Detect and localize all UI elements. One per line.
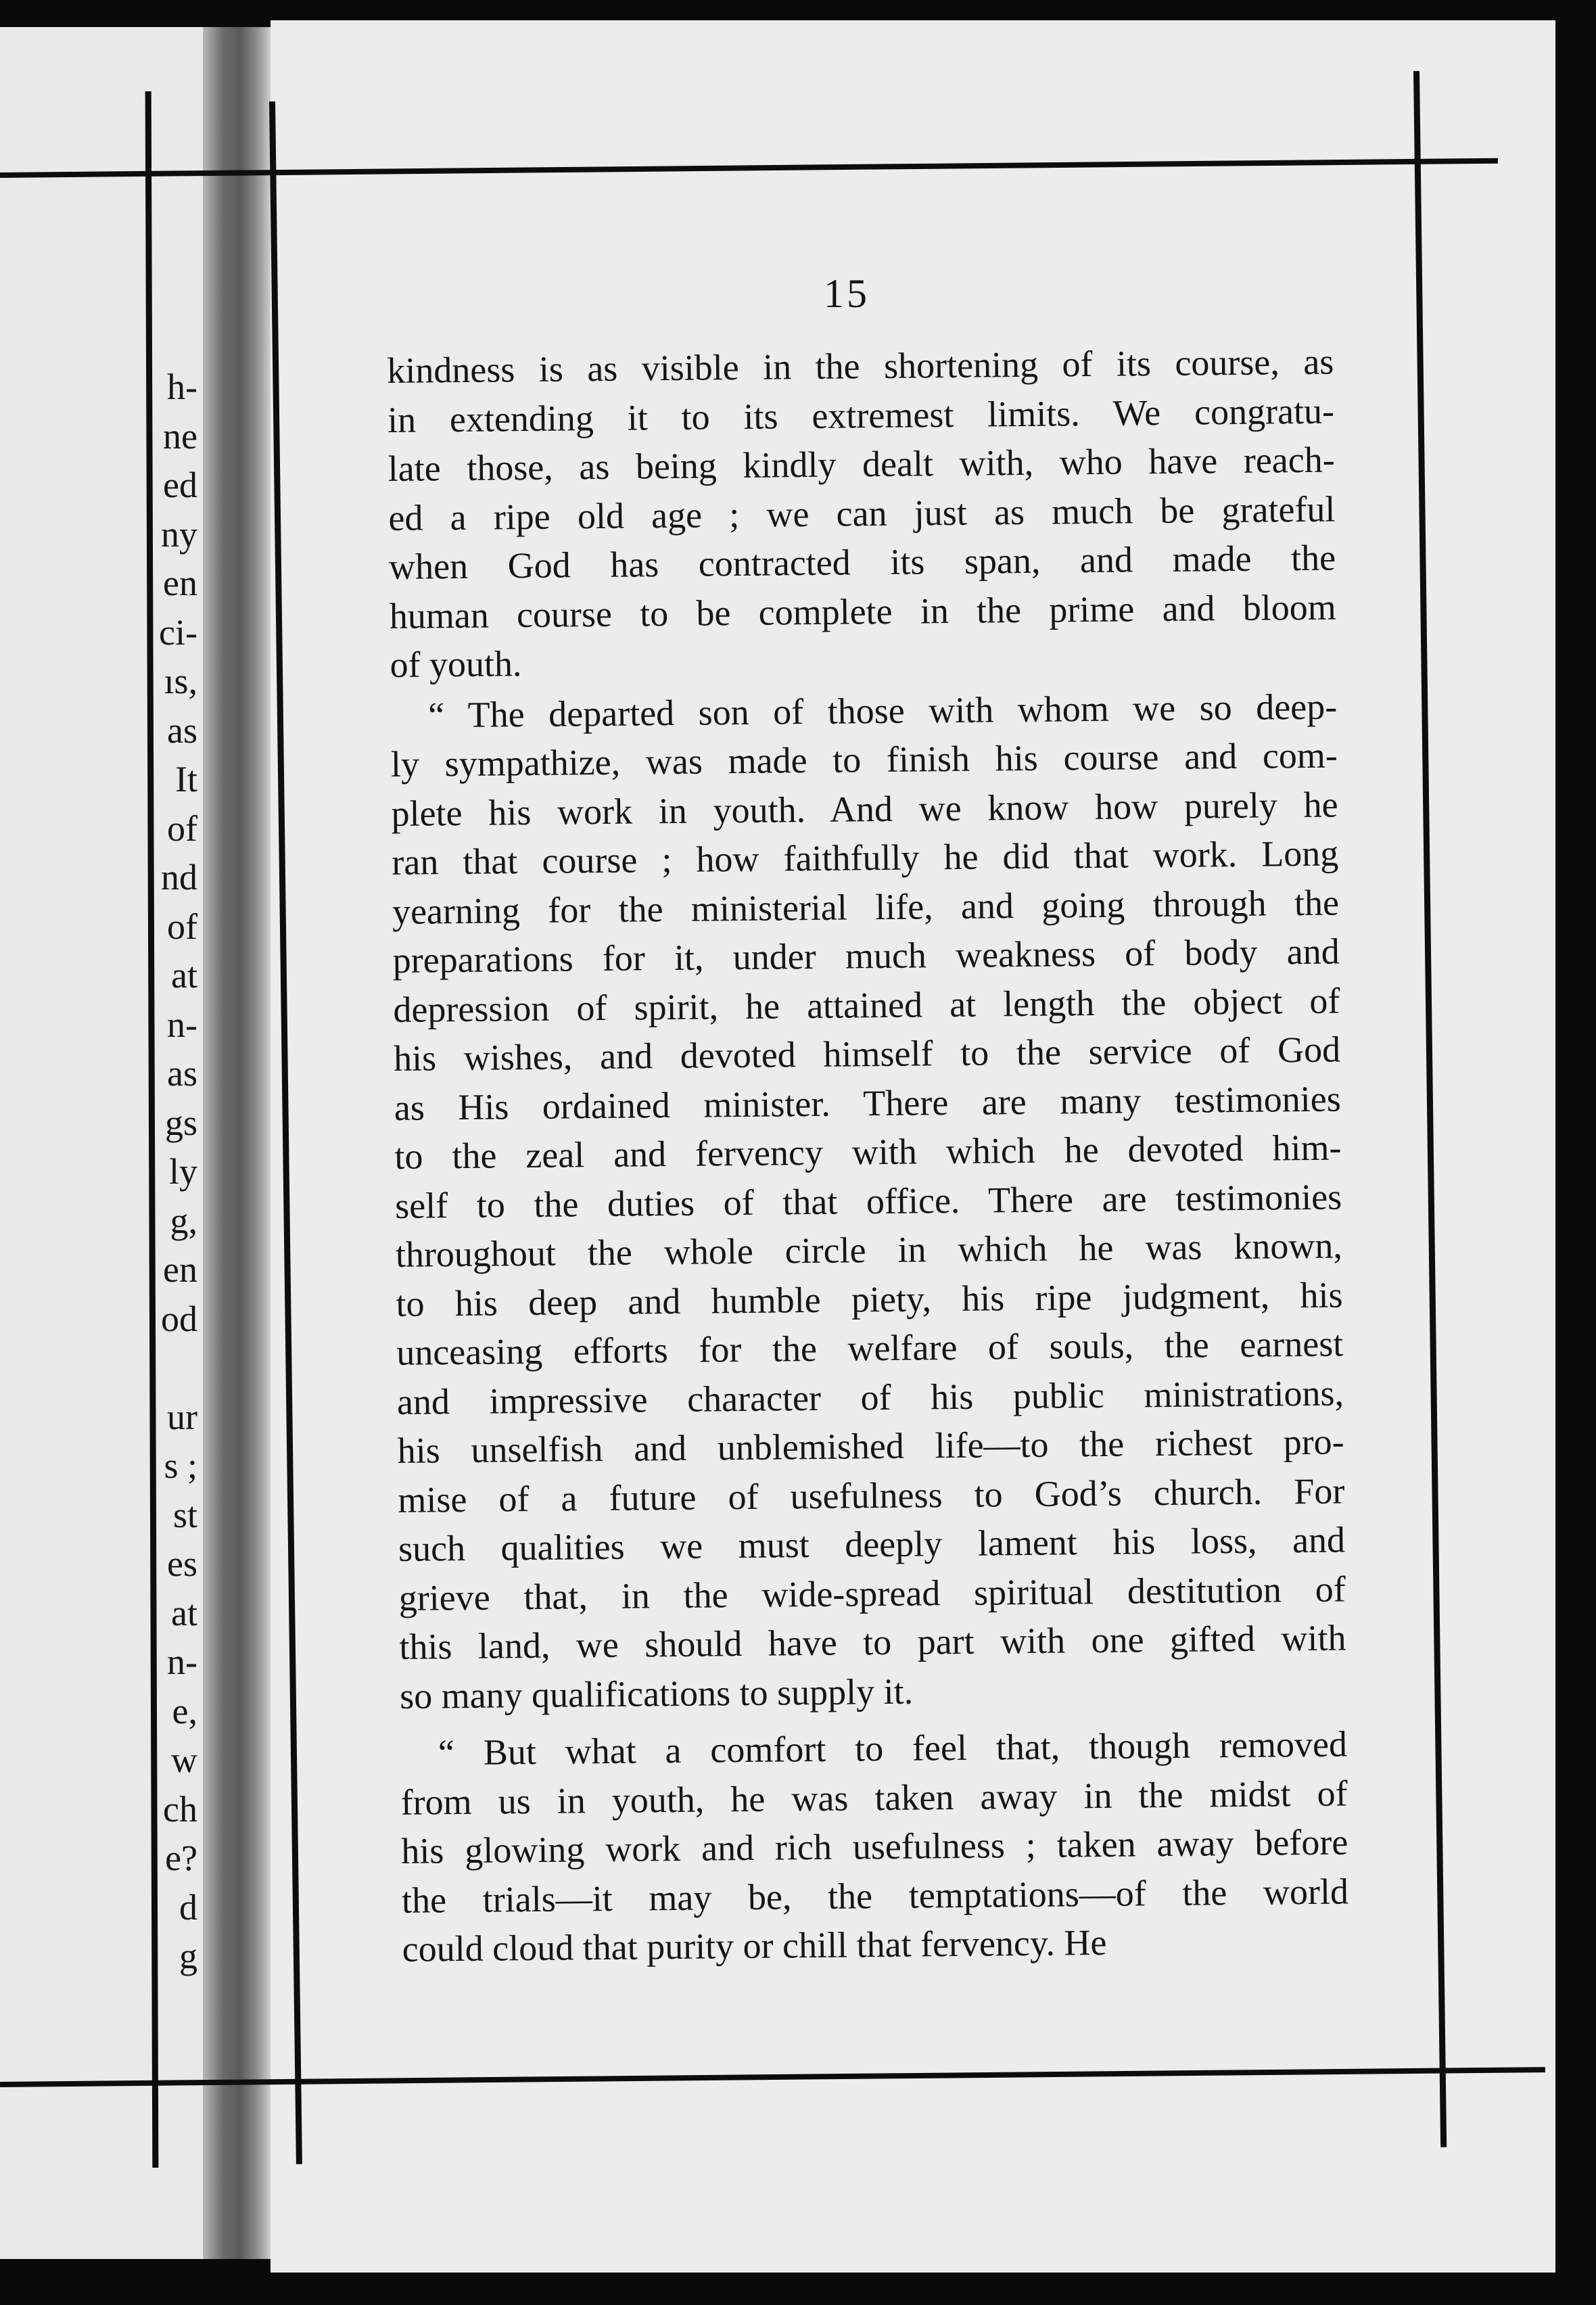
text-line: in extending it to its extremest limits. We congratu- (387, 390, 1335, 440)
left-page-line-fragment: ıs, (164, 661, 197, 701)
text-line: “ But what a comfort to feel that, though removed (438, 1723, 1348, 1773)
book-gutter-shadow (203, 27, 271, 2259)
left-page-line-fragment: e? (165, 1838, 197, 1878)
paragraph (390, 682, 1347, 1721)
left-page-line-fragment: as (167, 1053, 197, 1094)
left-page-line-fragment: h- (167, 367, 197, 407)
text-line: his glowing work and rich usefulness ; taken away before (401, 1821, 1348, 1871)
text-line: late those, as being kindly dealt with, who have reach- (388, 439, 1335, 489)
text-line: to his deep and humble piety, his ripe judgment, his (396, 1274, 1343, 1324)
left-page-line-fragment: ne (163, 415, 197, 457)
text-line: unceasing efforts for the welfare of souls, the earnest (396, 1323, 1344, 1373)
text-line: his wishes, and devoted himself to the service of God (393, 1029, 1341, 1079)
left-page-line-fragment: at (171, 1592, 197, 1633)
left-page-line-fragment: n- (167, 1004, 197, 1045)
left-page-line-fragment: of (167, 906, 197, 947)
text-line: his unselfish and unblemished life—to the richest pro- (397, 1421, 1344, 1471)
left-page-line-fragment: en (163, 1249, 197, 1290)
left-page-line-fragment: ly (168, 1151, 197, 1192)
left-page-line-fragment: ed (163, 465, 197, 505)
left-page-line-fragment: ur (167, 1396, 197, 1437)
text-line: such qualities we must deeply lament his loss, and (398, 1519, 1346, 1569)
page-body-text (387, 337, 1349, 1974)
text-line: could cloud that purity or chill that fervency. He (402, 1922, 1107, 1970)
text-line: “ The departed son of those with whom we so deep- (427, 686, 1338, 735)
text-line: depression of spirit, he attained at length the object of (393, 980, 1340, 1030)
text-line: ed a ripe old age ; we can just as much be grateful (388, 488, 1336, 538)
text-line: of youth. (390, 643, 522, 685)
paragraph (387, 337, 1337, 690)
text-line: kindness is as visible in the shortening of its course, as (387, 341, 1334, 391)
text-line: throughout the whole circle in which he was known, (395, 1225, 1343, 1275)
text-line: so many qualifications to supply it. (399, 1671, 914, 1717)
left-page-line-fragment: en (163, 563, 197, 603)
left-page-line-fragment: ch (163, 1788, 197, 1830)
left-page-line-fragment: e, (172, 1690, 197, 1731)
left-page-line-fragment: g, (170, 1200, 197, 1241)
text-line: mise of a future of usefulness to God’s church. For (398, 1470, 1345, 1520)
text-line: when God has contracted its span, and made the (388, 537, 1336, 587)
left-page-line-fragment: g (179, 1936, 197, 1976)
text-line: yearning for the ministerial life, and going through the (392, 882, 1340, 932)
left-page-line-fragment: n- (167, 1642, 197, 1682)
text-line: human course to be complete in the prime and bloom (389, 586, 1337, 636)
text-line: from us in youth, he was taken away in the midst of (400, 1772, 1348, 1823)
left-page-line-fragment: d (179, 1886, 197, 1928)
left-page-line-fragment: w (171, 1740, 197, 1780)
facing-left-page (0, 27, 203, 2259)
left-page-line-fragment: s ; (164, 1445, 197, 1486)
left-page-line-fragment: It (175, 759, 197, 799)
left-page-line-fragment: as (167, 709, 197, 751)
text-line: ran that course ; how faithfully he did that work. Long (392, 833, 1339, 883)
text-line: plete his work in youth. And we know how purely he (391, 784, 1338, 834)
left-page-line-fragment: od (161, 1298, 197, 1339)
left-page-line-fragment: es (167, 1543, 197, 1584)
page-number: 15 (824, 271, 870, 316)
left-page-line-fragment: ny (161, 513, 197, 555)
left-page-line-fragment: st (172, 1494, 197, 1535)
text-line: preparations for it, under much weakness of body and (392, 931, 1340, 981)
left-page-text-fragments (0, 27, 203, 2259)
left-page-line-fragment: at (171, 955, 197, 996)
text-line: ly sympathize, was made to finish his course and com- (390, 735, 1338, 785)
left-page-line-fragment: nd (161, 857, 197, 898)
text-line: this land, we should have to part with one gifted with (399, 1617, 1346, 1667)
text-line: self to the duties of that office. There are testimonies (394, 1176, 1342, 1226)
left-page-line-fragment: ci- (159, 611, 197, 653)
left-page-line-fragment: of (167, 808, 197, 849)
paragraph (400, 1719, 1349, 1974)
text-line: grieve that, in the wide-spread spiritual destitution of (398, 1568, 1346, 1619)
left-page-line-fragment: gs (164, 1102, 197, 1143)
text-line: to the zeal and fervency with which he devoted him- (394, 1127, 1342, 1177)
text-line: the trials—it may be, the temptations—of the world (401, 1870, 1349, 1921)
text-line: and impressive character of his public ministrations, (396, 1372, 1344, 1422)
text-line: as His ordained minister. There are many testimonies (394, 1078, 1342, 1128)
